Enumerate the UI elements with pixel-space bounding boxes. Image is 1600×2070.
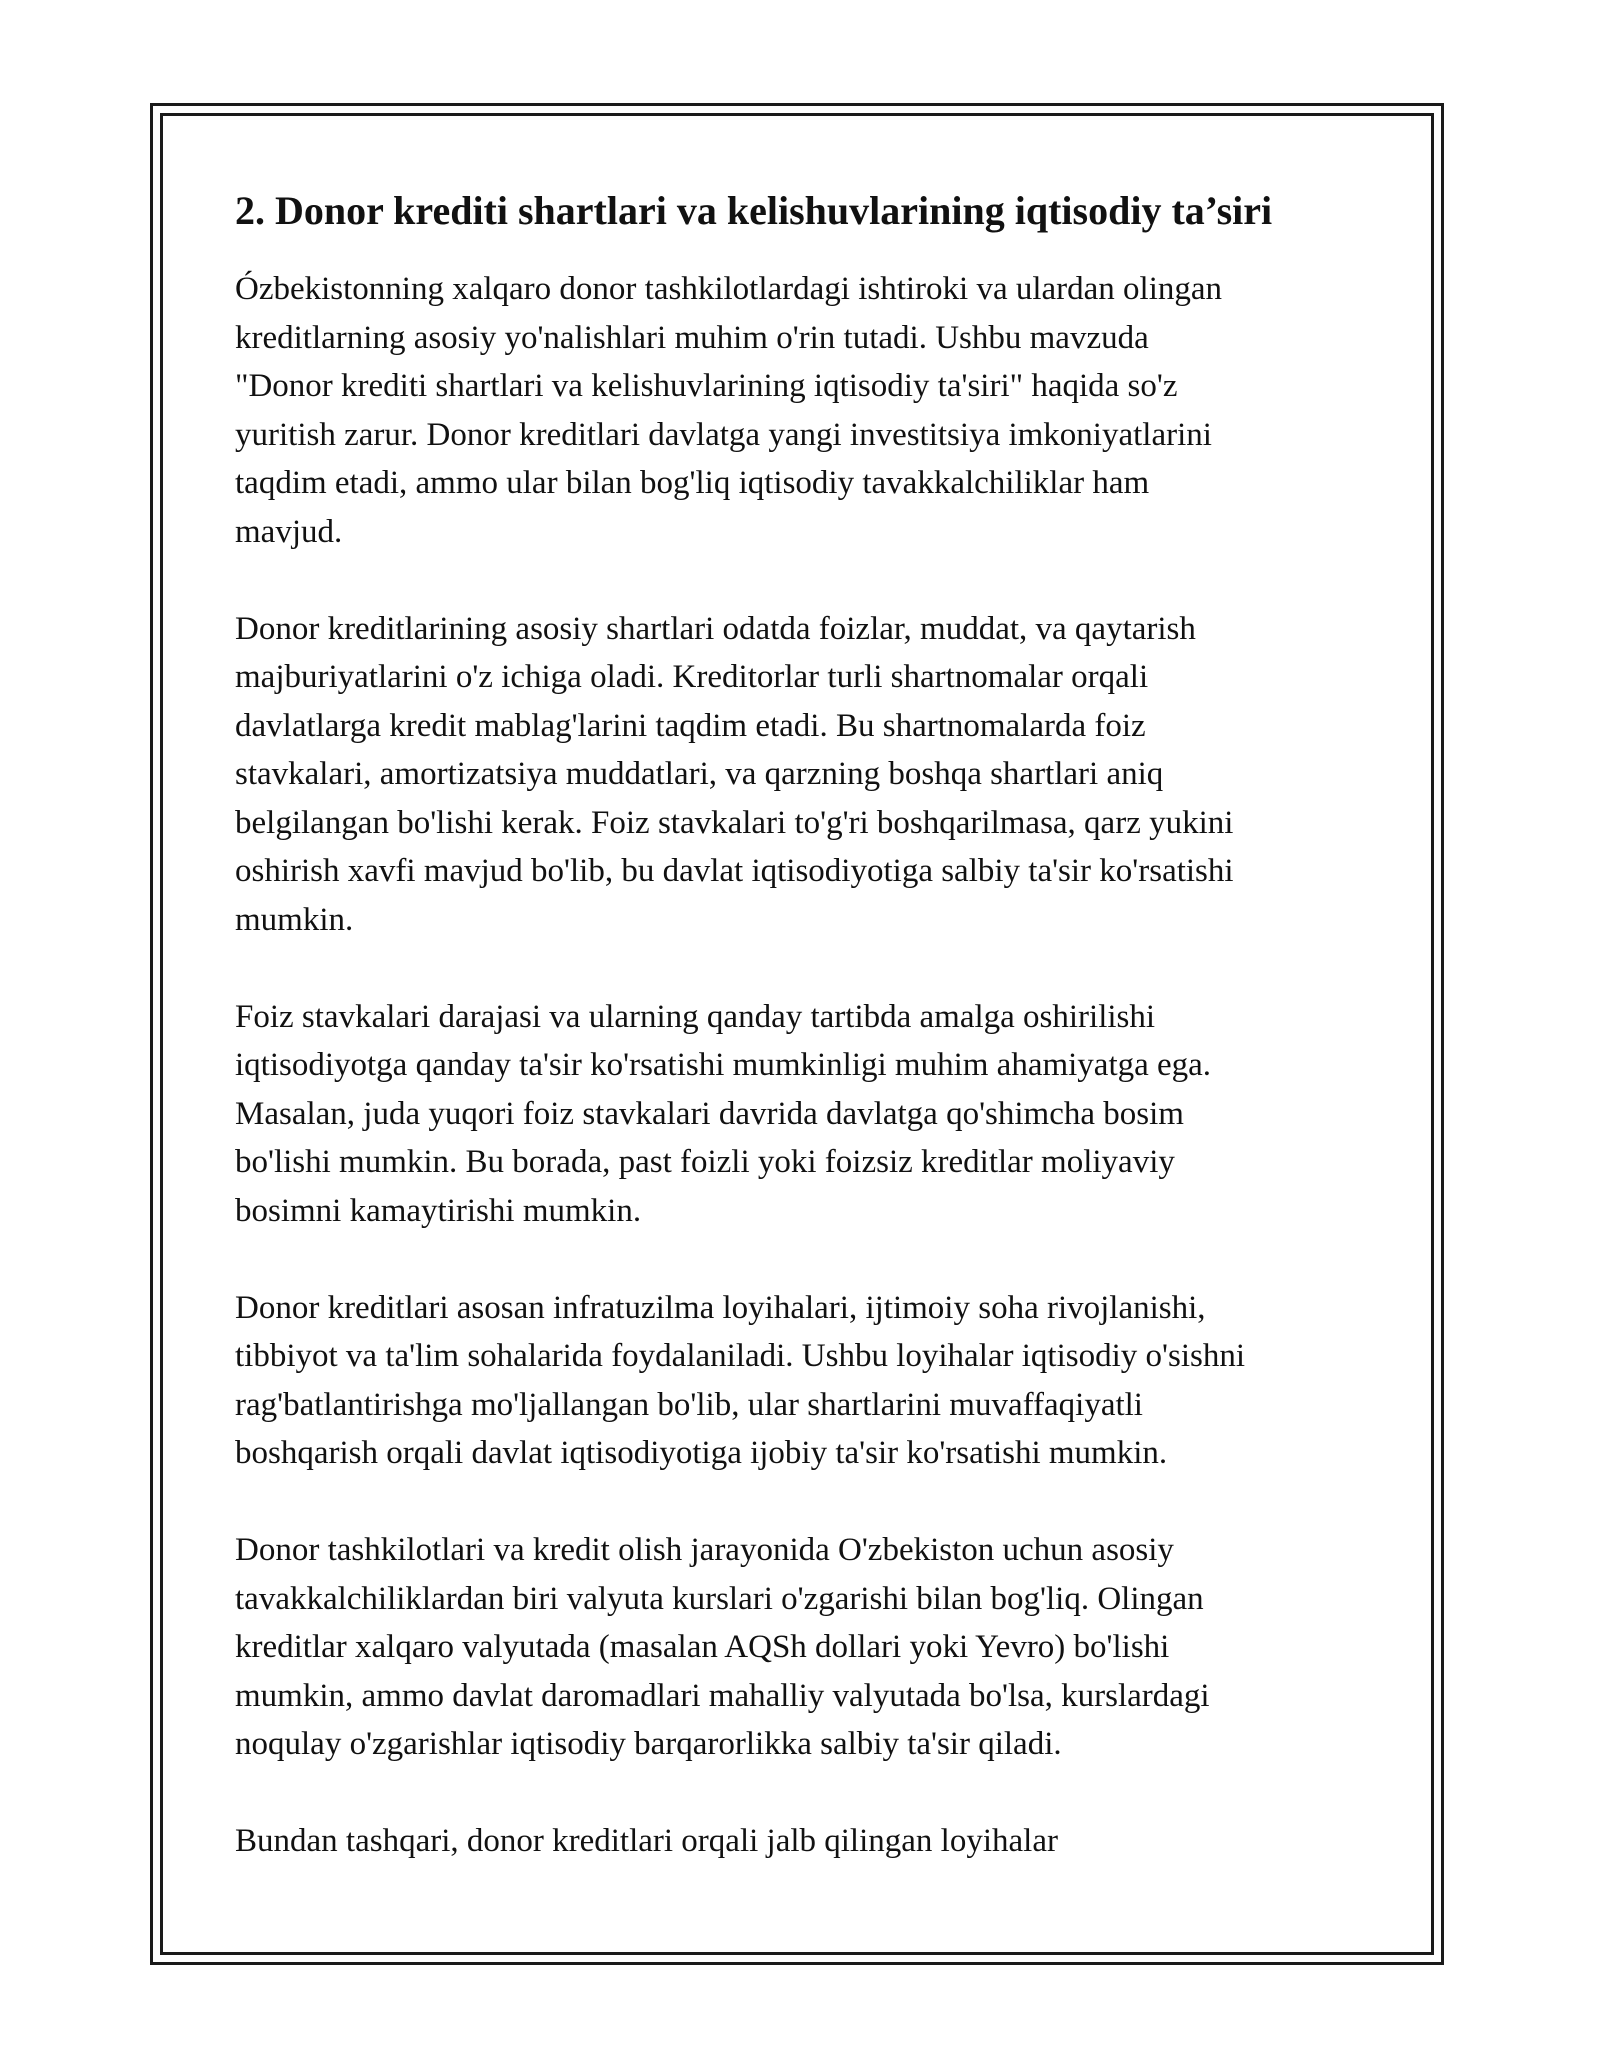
text-line: Donor kreditlarining asosiy shartlari odatda foizlar, muddat, va qaytarish [235, 610, 1196, 647]
document-body [235, 185, 1365, 1914]
text-line: oshirish xavfi mavjud bo'lib, bu davlat iqtisodiyotiga salbiy ta'sir ko'rsatishi [235, 853, 1234, 889]
text-line: iqtisodiyotga qanday ta'sir ko'rsatishi mumkinligi muhim ahamiyatga ega. [235, 1047, 1212, 1083]
text-line: bosimni kamaytirishi mumkin. [235, 1192, 642, 1229]
text-line: rag'batlantirishga mo'ljallangan bo'lib, ular shartlarini muvaffaqiyatli [235, 1386, 1143, 1423]
text-line: Ózbekistonning xalqaro donor tashkilotlardagi ishtiroki va ulardan olingan [235, 271, 1223, 307]
paragraph-6 [235, 1817, 1365, 1866]
paragraph-4 [235, 1284, 1365, 1478]
text-line: kreditlar xalqaro valyutada (masalan AQSh dollari yoki Yevro) bo'lishi [235, 1629, 1170, 1665]
text-line: Masalan, juda yuqori foiz stavkalari davrida davlatga qo'shimcha bosim [235, 1095, 1184, 1132]
text-line: Bundan tashqari, donor kreditlari orqali jalb qilingan loyihalar [235, 1823, 1058, 1859]
text-line: bo'lishi mumkin. Bu borada, past foizli yoki foizsiz kreditlar moliyaviy [235, 1144, 1175, 1180]
text-line: yuritish zarur. Donor kreditlari davlatga yangi investitsiya imkoniyatlarini [235, 416, 1212, 453]
section-heading: 2. Donor krediti shartlari va kelishuvlarining iqtisodiy ta’siri [235, 188, 1273, 233]
paragraph-5 [235, 1526, 1365, 1769]
text-line: Donor tashkilotlari va kredit olish jarayonida O'zbekiston uchun asosiy [235, 1532, 1174, 1568]
text-line: noqulay o'zgarishlar iqtisodiy barqarorlikka salbiy ta'sir qiladi. [235, 1726, 1062, 1762]
text-line: boshqarish orqali davlat iqtisodiyotiga ijobiy ta'sir ko'rsatishi mumkin. [235, 1435, 1168, 1471]
text-line: "Donor krediti shartlari va kelishuvlarining iqtisodiy ta'siri" haqida so'z [235, 368, 1178, 404]
text-line: mumkin. [235, 901, 354, 938]
text-line: mumkin, ammo davlat daromadlari mahalliy valyutada bo'lsa, kurslardagi [235, 1677, 1210, 1714]
text-line: majburiyatlarini o'z ichiga oladi. Kreditorlar turli shartnomalar orqali [235, 659, 1149, 695]
paragraph-1 [235, 265, 1365, 556]
text-line: Donor kreditlari asosan infratuzilma loyihalari, ijtimoiy soha rivojlanishi, [235, 1289, 1206, 1326]
text-line: kreditlarning asosiy yo'nalishlari muhim o'rin tutadi. Ushbu mavzuda [235, 319, 1149, 356]
text-line: mavjud. [235, 513, 343, 550]
text-line: Foiz stavkalari darajasi va ularning qanday tartibda amalga oshirilishi [235, 998, 1156, 1035]
paragraph-3 [235, 993, 1365, 1236]
paragraph-2 [235, 605, 1365, 945]
text-line: taqdim etadi, ammo ular bilan bog'liq iqtisodiy tavakkalchiliklar ham [235, 465, 1150, 501]
text-line: belgilangan bo'lishi kerak. Foiz stavkalari to'g'ri boshqarilmasa, qarz yukini [235, 804, 1234, 841]
text-line: tibbiyot va ta'lim sohalarida foydalaniladi. Ushbu loyihalar iqtisodiy o'sishni [235, 1338, 1245, 1374]
text-line: davlatlarga kredit mablag'larini taqdim etadi. Bu shartnomalarda foiz [235, 707, 1146, 744]
text-line: tavakkalchiliklardan biri valyuta kurslari o'zgarishi bilan bog'liq. Olingan [235, 1580, 1204, 1617]
text-line: stavkalari, amortizatsiya muddatlari, va qarzning boshqa shartlari aniq [235, 756, 1164, 792]
